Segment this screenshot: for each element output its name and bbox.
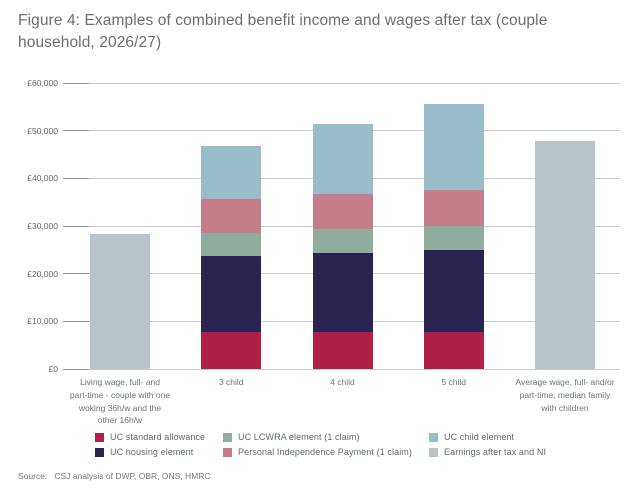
chart-title: Figure 4: Examples of combined benefit income and wages after tax (couple household, 2026/27) <box>18 12 548 52</box>
chart-legend <box>95 432 546 457</box>
legend-item-uc_child_element <box>429 432 546 442</box>
x-axis-label-line: Living wage, full- and <box>80 377 160 387</box>
bar-4-segment-pip <box>424 190 484 226</box>
bar-2-segment-uc_lcwra_element <box>201 233 261 256</box>
bar-3-segment-uc_standard_allowance <box>313 332 373 369</box>
legend-item-pip <box>223 447 429 457</box>
bar-4-segment-uc_housing_element <box>424 250 484 332</box>
legend-swatch-icon <box>223 433 232 442</box>
legend-swatch-icon <box>95 448 104 457</box>
bar-1-segment-earnings <box>90 234 150 369</box>
y-axis-label: £10,000 <box>27 316 58 327</box>
y-tick-£0 <box>63 369 89 370</box>
source-note: Source: CSJ analysis of DWP, OBR, ONS, HMRC <box>18 471 211 481</box>
legend-item-uc_lcwra_element <box>223 432 429 442</box>
x-axis-label-line: other 16h/w <box>97 415 143 426</box>
y-tick-£60,000 <box>63 83 89 84</box>
bar-4-segment-uc_standard_allowance <box>424 332 484 369</box>
legend-label: UC housing element <box>110 447 194 457</box>
bar-5-segment-earnings <box>535 141 595 369</box>
legend-swatch-icon <box>429 448 438 457</box>
x-axis-label-line: with children <box>541 402 589 413</box>
y-tick-£50,000 <box>63 130 89 131</box>
legend-label: Personal Independence Payment (1 claim) <box>238 447 412 457</box>
x-axis-label-line: 5 child <box>441 377 467 387</box>
bar-2-segment-uc_housing_element <box>201 256 261 332</box>
y-axis-label: £40,000 <box>27 173 58 184</box>
y-axis-label: £50,000 <box>27 125 58 136</box>
legend-swatch-icon <box>429 433 438 442</box>
x-axis-label-line: part-time, median family <box>519 389 611 400</box>
legend-swatch-icon <box>223 448 232 457</box>
legend-swatch-icon <box>95 433 104 442</box>
legend-item-earnings <box>429 447 546 457</box>
bar-3-segment-uc_housing_element <box>313 253 373 332</box>
bar-4-segment-uc_child_element <box>424 104 484 189</box>
x-axis-label-line: Average wage, full- and/or <box>515 377 615 387</box>
y-tick-£10,000 <box>63 321 89 322</box>
y-axis-label: £0 <box>48 364 58 374</box>
legend-item-uc_standard_allowance <box>95 432 223 442</box>
x-axis-label-5 <box>498 376 632 414</box>
bar-4-segment-uc_lcwra_element <box>424 226 484 250</box>
y-tick-£30,000 <box>63 226 89 227</box>
bar-2-segment-uc_child_element <box>201 146 261 198</box>
y-tick-£40,000 <box>63 178 89 179</box>
legend-item-uc_housing_element <box>95 447 223 457</box>
bar-3-segment-pip <box>313 194 373 229</box>
y-axis-label: £30,000 <box>27 221 58 231</box>
gridline-£60,000 <box>63 83 620 84</box>
bar-2-segment-uc_standard_allowance <box>201 332 261 369</box>
bar-2-segment-pip <box>201 199 261 233</box>
legend-label: Earnings after tax and NI <box>444 447 547 457</box>
x-axis-label-line: 4 child <box>330 377 355 387</box>
legend-label: UC LCWRA element (1 claim) <box>238 432 360 442</box>
y-axis-label: £20,000 <box>27 268 58 279</box>
x-axis-label-line: 3 child <box>218 377 244 387</box>
legend-label: UC child element <box>444 432 515 442</box>
y-axis-label: £60,000 <box>27 78 58 88</box>
y-tick-£20,000 <box>63 273 89 274</box>
x-axis-label-line: woking 36h/w and the <box>78 402 162 413</box>
legend-label: UC standard allowance <box>110 432 206 442</box>
x-axis-label-line: part-time - couple with one <box>69 389 171 400</box>
bar-3-segment-uc_child_element <box>313 124 373 194</box>
bar-3-segment-uc_lcwra_element <box>313 229 373 253</box>
